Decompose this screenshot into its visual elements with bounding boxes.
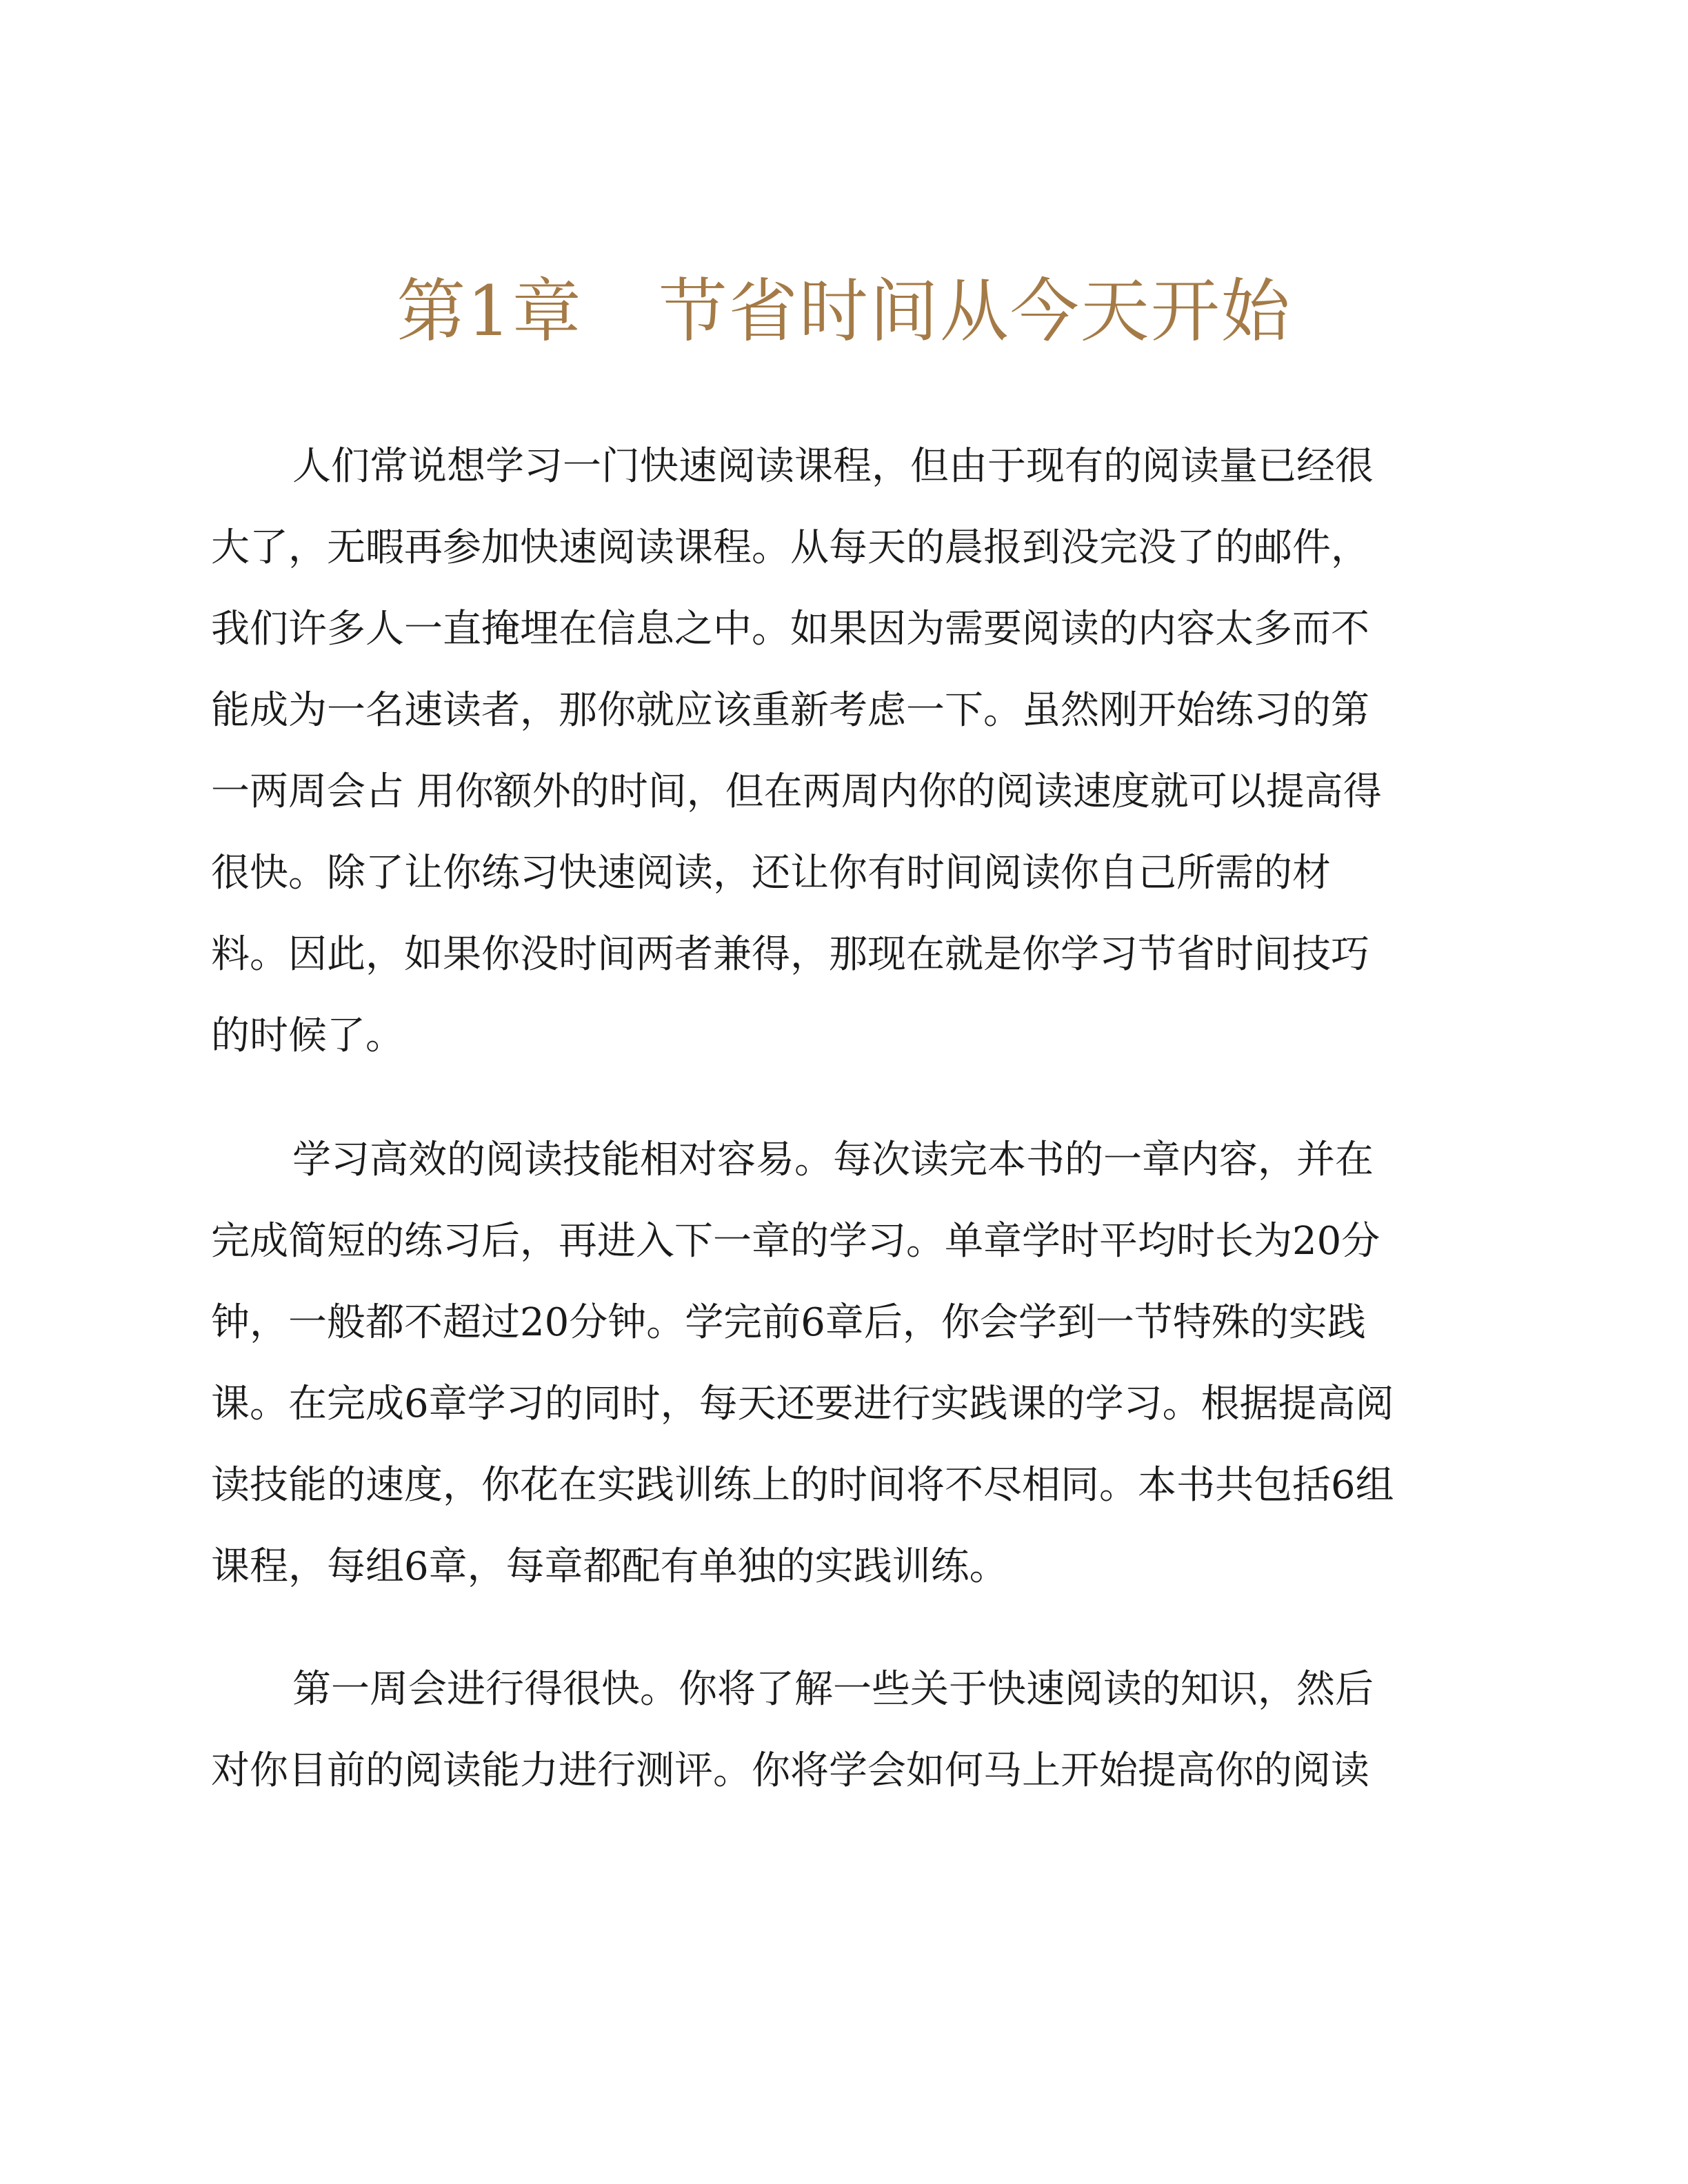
paragraph-line: 我们许多人一直掩埋在信息之中。如果因为需要阅读的内容太多而不	[211, 607, 1369, 651]
paragraph-line: 一两周会占 用你额外的时间，但在两周内你的阅读速度就可以提高得	[211, 769, 1382, 814]
paragraph-line: 很快。除了让你练习快速阅读，还让你有时间阅读你自己所需的材	[211, 851, 1331, 896]
paragraph-3	[211, 1649, 1473, 1812]
paragraph-line: 料。因此，如果你没时间两者兼得，那现在就是你学习节省时间技巧	[211, 932, 1369, 977]
paragraph-line: 钟，一般都不超过20分钟。学完前6章后，你会学到一节特殊的实践	[211, 1300, 1366, 1345]
chapter-heading	[0, 270, 1688, 353]
paragraph-line: 大了，无暇再参加快速阅读课程。从每天的晨报到没完没了的邮件，	[211, 525, 1369, 570]
paragraph-line: 课。在完成6章学习的同时，每天还要进行实践课的学习。根据提高阅	[211, 1382, 1394, 1426]
paragraph-1	[211, 426, 1473, 1077]
paragraph-line: 第一周会进行得很快。你将了解一些关于快速阅读的知识，然后	[292, 1667, 1374, 1712]
paragraph-line: 能成为一名速读者，那你就应该重新考虑一下。虽然刚开始练习的第	[211, 688, 1369, 733]
paragraph-line: 人们常说想学习一门快速阅读课程，但由于现有的阅读量已经很	[292, 444, 1374, 489]
paragraph-line: 的时候了。	[211, 1013, 404, 1058]
paragraph-2	[211, 1120, 1473, 1608]
chapter-number: 第1章	[396, 271, 583, 352]
paragraph-line: 课程，每组6章，每章都配有单独的实践训练。	[211, 1544, 1008, 1589]
chapter-title-text: 节省时间从今天开始	[658, 271, 1292, 352]
paragraph-line: 读技能的速度，你花在实践训练上的时间将不尽相同。本书共包括6组	[211, 1463, 1394, 1508]
paragraph-line: 对你目前的阅读能力进行测评。你将学会如何马上开始提高你的阅读	[211, 1748, 1369, 1793]
paragraph-line: 学习高效的阅读技能相对容易。每次读完本书的一章内容，并在	[292, 1138, 1374, 1182]
paragraph-line: 完成简短的练习后，再进入下一章的学习。单章学时平均时长为20分	[211, 1219, 1380, 1264]
